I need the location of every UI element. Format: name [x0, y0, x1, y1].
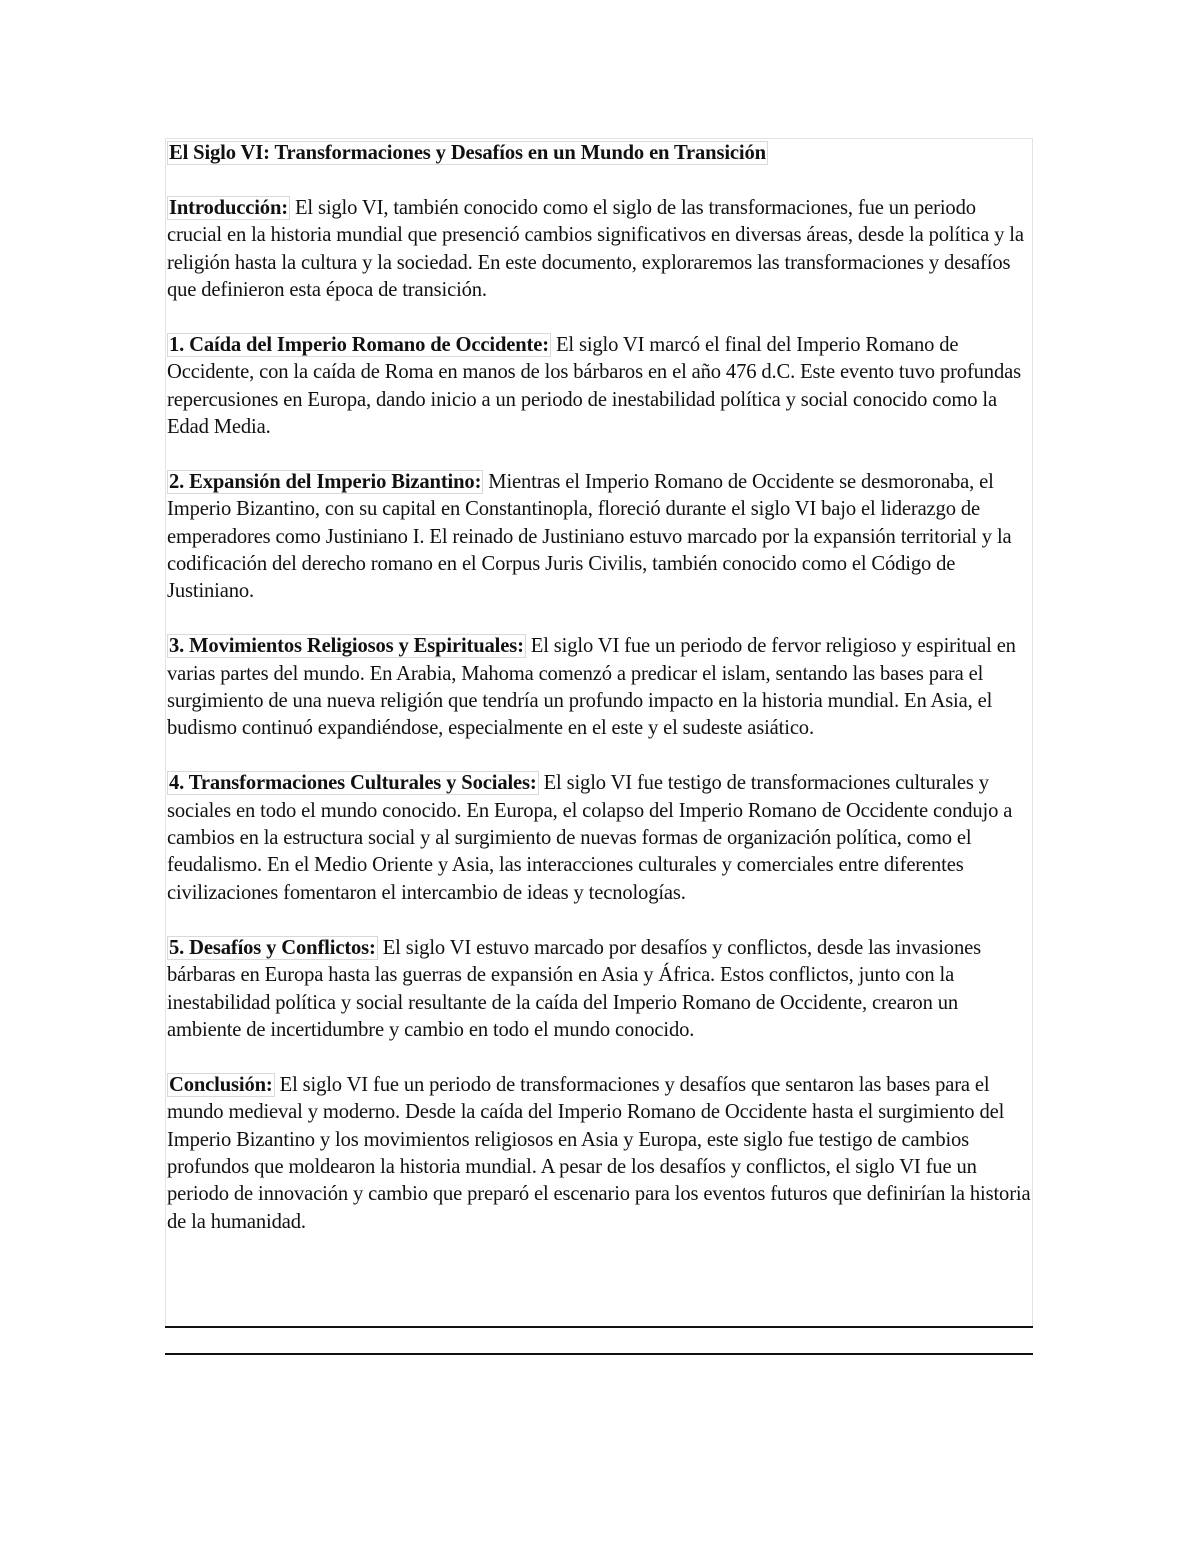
section-heading: 1. Caída del Imperio Romano de Occidente:	[169, 333, 549, 356]
section-body: El siglo VI marcó el final del Imperio Romano de Occidente, con la caída de Roma en manos de los bárbaros en el año 476 d.C. Este evento tuvo profundas repercusiones en Europa, dando inicio a un periodo de inestabilidad política y social conocido como la Edad Media.	[167, 333, 1021, 439]
section-body: El siglo VI estuvo marcado por desafíos y conflictos, desde las invasiones bárbaras en Europa hasta las guerras de expansión en Asia y África. Estos conflictos, junto con la inestabilidad política y social resultante de la caída del Imperio Romano de Occidente, crearon un ambiente de incertidumbre y cambio en todo el mundo conocido.	[167, 936, 981, 1041]
section-desafios-conflictos	[167, 935, 1033, 1045]
section-heading: 3. Movimientos Religiosos y Espirituales:	[169, 635, 524, 658]
section-expansion-imperio-bizantino	[167, 469, 1033, 606]
section-body: Mientras el Imperio Romano de Occidente se desmoronaba, el Imperio Bizantino, con su capital en Constantinopla, floreció durante el siglo VI bajo el liderazgo de emperadores como Justiniano I. El reinado de Justiniano estuvo marcado por la expansión territorial y la codificación del derecho romano en el Corpus Juris Civilis, también conocido como el Código de Justiniano.	[167, 470, 1012, 603]
section-heading: Introducción:	[169, 196, 288, 219]
section-heading: 2. Expansión del Imperio Bizantino:	[169, 470, 482, 493]
section-heading: 5. Desafíos y Conflictos:	[169, 936, 376, 959]
section-heading: 4. Transformaciones Culturales y Sociales:	[169, 772, 537, 795]
section-body: El siglo VI fue un periodo de fervor religioso y espiritual en varias partes del mundo. En Arabia, Mahoma comenzó a predicar el islam, sentando las bases para el surgimiento de una nueva religión que tendría un profundo impacto en la historia mundial. En Asia, el budismo continuó expandiéndose, especialmente en el este y el sudeste asiático.	[167, 635, 1016, 740]
document-title	[167, 140, 1033, 167]
section-transformaciones-culturales	[167, 770, 1033, 907]
section-heading: Conclusión:	[169, 1073, 273, 1096]
section-body: El siglo VI fue testigo de transformaciones culturales y sociales en todo el mundo conocido. En Europa, el colapso del Imperio Romano de Occidente condujo a cambios en la estructura social y al surgimiento de nuevas formas de organización política, como el feudalismo. En el Medio Oriente y Asia, las interacciones culturales y comerciales entre diferentes civilizaciones fomentaron el intercambio de ideas y tecnologías.	[167, 772, 1013, 904]
document-title-text: El Siglo VI: Transformaciones y Desafíos en un Mundo en Transición	[169, 142, 766, 164]
document-body	[167, 140, 1033, 1236]
section-body: El siglo VI fue un periodo de transformaciones y desafíos que sentaron las bases para el mundo medieval y moderno. Desde la caída del Imperio Romano de Occidente hasta el surgimiento del Imperio Bizantino y los movimientos religiosos en Asia y Europa, este siglo fue testigo de cambios profundos que moldearon la historia mundial. A pesar de los desafíos y conflictos, el siglo VI fue un periodo de innovación y cambio que preparó el escenario para los eventos futuros que definirían la historia de la humanidad.	[167, 1073, 1031, 1233]
section-conclusion	[167, 1072, 1033, 1236]
section-introduccion	[167, 195, 1033, 305]
section-movimientos-religiosos	[167, 633, 1033, 743]
horizontal-rule	[165, 1353, 1033, 1355]
horizontal-rule	[165, 1326, 1033, 1328]
section-caida-imperio-romano	[167, 332, 1033, 442]
section-body: El siglo VI, también conocido como el siglo de las transformaciones, fue un periodo crucial en la historia mundial que presenció cambios significativos en diversas áreas, desde la política y la religión hasta la cultura y la sociedad. En este documento, exploraremos las transformaciones y desafíos que definieron esta época de transición.	[167, 196, 1024, 302]
